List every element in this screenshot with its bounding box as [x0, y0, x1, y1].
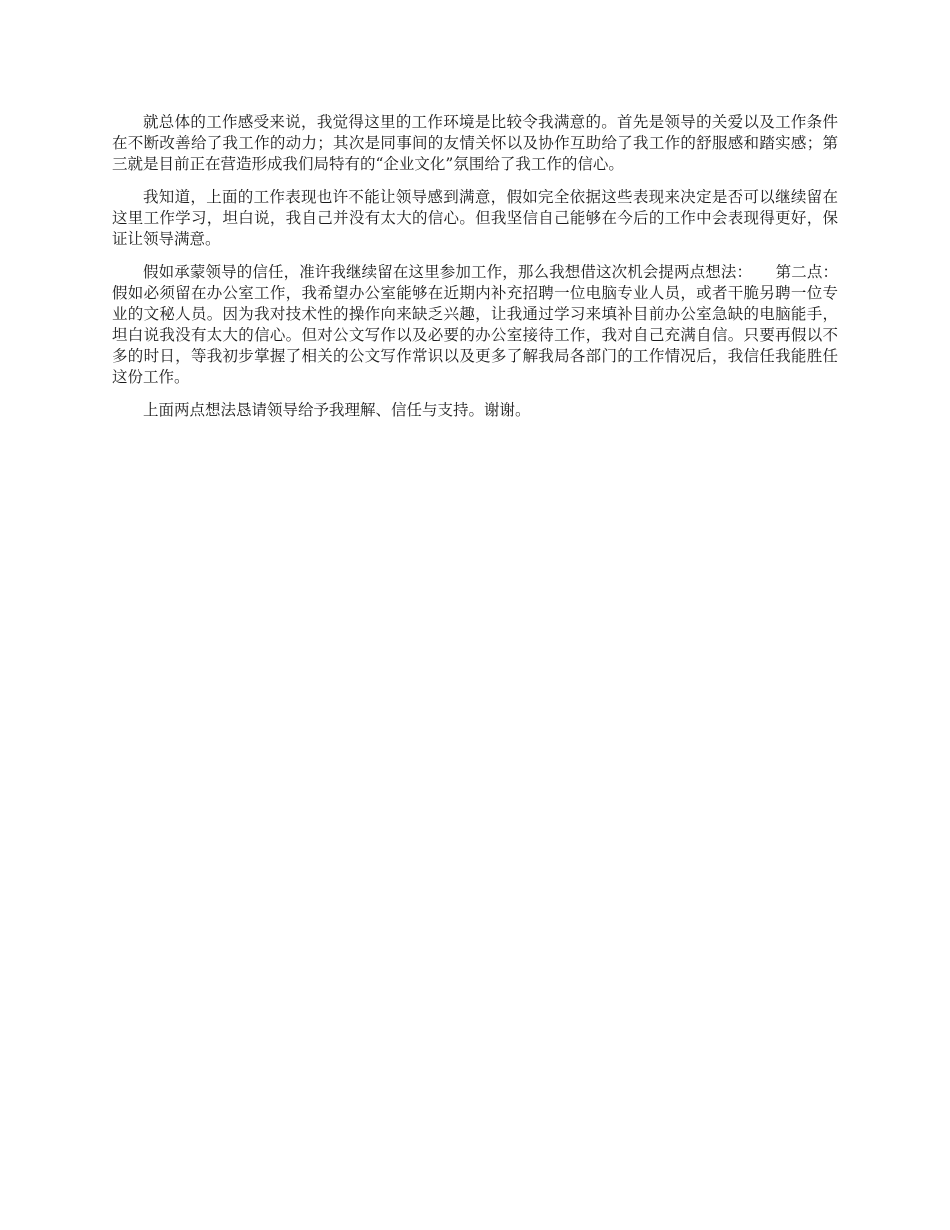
- paragraph-work-impression: 就总体的工作感受来说，我觉得这里的工作环境是比较令我满意的。首先是领导的关爱以及工作条件在不断改善给了我工作的动力；其次是同事间的友情关怀以及协作互助给了我工作的舒服感和踏实感；第三就是目前正在营造形成我们局特有的“企业文化”氛围给了我工作的信心。: [112, 113, 838, 173]
- paragraph-closing: 上面两点想法恳请领导给予我理解、信任与支持。谢谢。: [143, 401, 531, 419]
- paragraph-two-suggestions: 假如承蒙领导的信任，准许我继续留在这里参加工作，那么我想借这次机会提两点想法： 第二点：假如必须留在办公室工作，我希望办公室能够在近期内补充招聘一位电脑专业人员，或者干脆另聘一位专业的文秘人员。因为我对技术性的操作向来缺乏兴趣，让我通过学习来填补目前办公室急缺的电脑能手，坦白说我没有太大的信心。但对公文写作以及必要的办公室接待工作，我对自己充满自信。只要再假以不多的时日，等我初步掌握了相关的公文写作常识以及更多了解我局各部门的工作情况后，我信任我能胜任这份工作。: [112, 263, 838, 386]
- paragraph-self-assessment: 我知道，上面的工作表现也许不能让领导感到满意，假如完全依据这些表现来决定是否可以继续留在这里工作学习，坦白说，我自己并没有太大的信心。但我坚信自己能够在今后的工作中会表现得更好，保证让领导满意。: [112, 188, 838, 248]
- document-body: [112, 112, 838, 421]
